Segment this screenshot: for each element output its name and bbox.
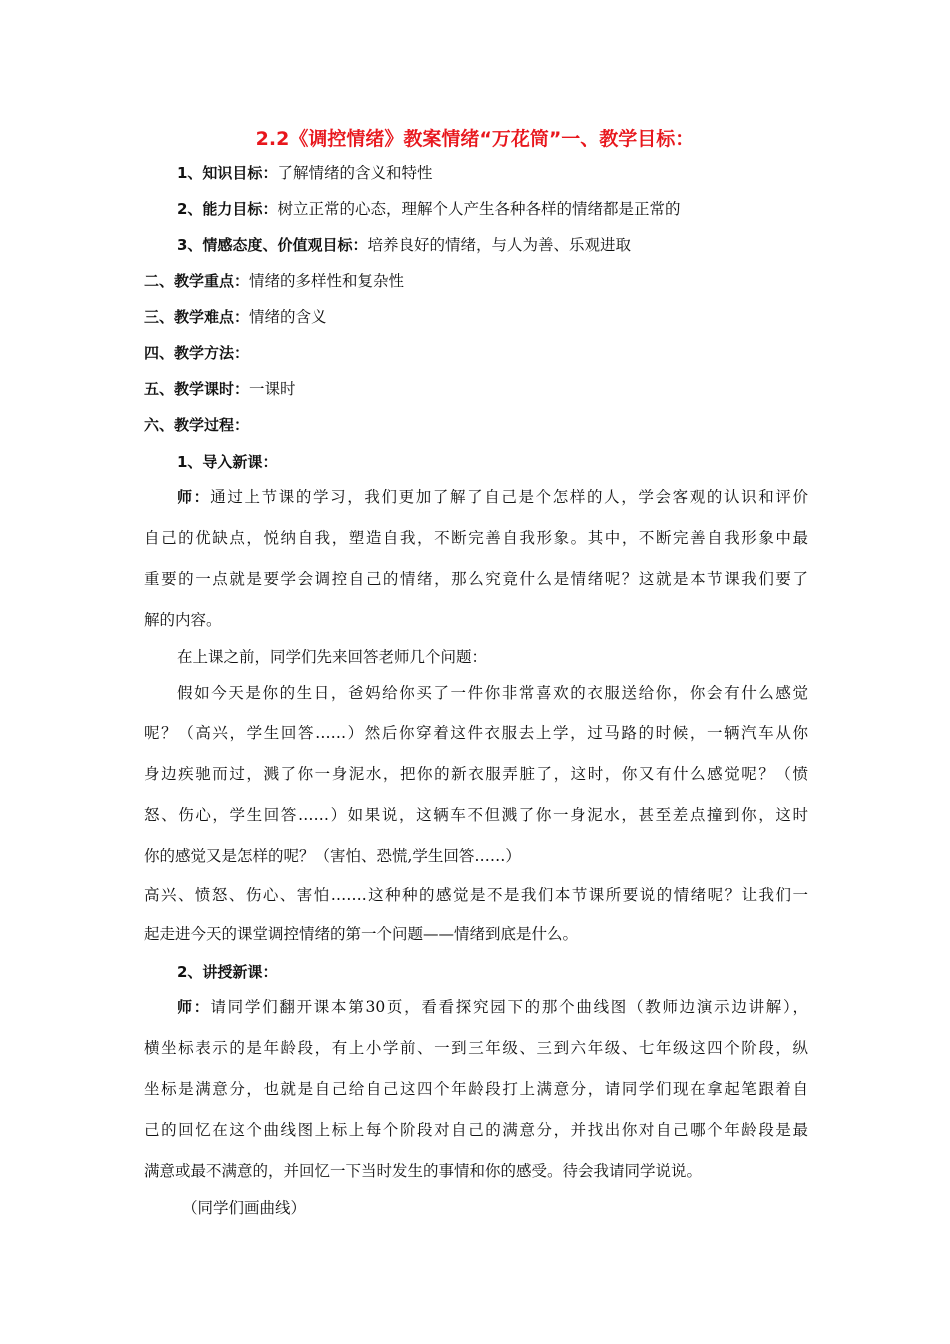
objective-knowledge <box>177 162 841 184</box>
section-label: 二、教学重点： <box>144 272 250 290</box>
step1-p3-line3: 身边疾驰而过，溅了你一身泥水，把你的新衣服弄脏了，这时，你又有什么感觉呢？（愤 <box>144 765 808 783</box>
section-key-points <box>144 270 808 292</box>
objective-label: 3、情感态度、价值观目标： <box>177 236 368 254</box>
section-text: 一课时 <box>249 380 296 398</box>
section-label: 五、教学课时： <box>144 380 250 398</box>
step1-p1-line4: 解的内容。 <box>144 611 222 629</box>
step1-p3-line4: 怒、伤心，学生回答……）如果说，这辆车不但溅了你一身泥水，甚至差点撞到你，这时 <box>144 806 808 824</box>
paragraph-text: 请同学们翻开课本第30页，看看探究园下的那个曲线图（教师边演示边讲解）， <box>210 998 808 1016</box>
objective-text: 了解情绪的含义和特性 <box>277 164 433 182</box>
step2-p2: （同学们画曲线） <box>182 1199 307 1217</box>
page-title: 2.2《调控情绪》教案情绪“万花筒”一、教学目标： <box>255 128 695 150</box>
step1-heading <box>177 451 841 473</box>
step1-p3-line1: 假如今天是你的生日，爸妈给你买了一件你非常喜欢的衣服送给你，你会有什么感觉 <box>177 684 808 702</box>
step1-p3-line5: 你的感觉又是怎样的呢？（害怕、恐慌,学生回答……） <box>144 847 521 865</box>
step1-p1-line1 <box>177 486 808 508</box>
step1-p1-line2: 自己的优缺点，悦纳自我，塑造自我，不断完善自我形象。其中，不断完善自我形象中最 <box>144 529 808 547</box>
section-process <box>144 414 808 436</box>
step2-heading <box>177 961 841 983</box>
teacher-label: 师： <box>177 488 211 506</box>
objective-label: 1、知识目标： <box>177 164 278 182</box>
objective-ability <box>177 198 841 220</box>
section-text: 情绪的多样性和复杂性 <box>249 272 405 290</box>
objective-attitude <box>177 234 841 256</box>
step2-p1-line5: 满意或最不满意的，并回忆一下当时发生的事情和你的感受。待会我请同学说说。 <box>144 1162 703 1180</box>
teacher-label: 师： <box>177 998 211 1016</box>
step1-p4-line2: 起走进今天的课堂调控情绪的第一个问题——情绪到底是什么。 <box>144 925 579 943</box>
step-heading-text: 1、导入新课： <box>177 453 278 471</box>
step1-p3-line2: 呢？（高兴，学生回答……）然后你穿着这件衣服去上学，过马路的时候，一辆汽车从你 <box>144 724 808 742</box>
step2-p1-line1 <box>177 996 808 1018</box>
section-label: 四、教学方法： <box>144 344 250 362</box>
section-duration <box>144 378 808 400</box>
step2-p1-line4: 己的回忆在这个曲线图上标上每个阶段对自己的满意分，并找出你对自己哪个年龄段是最 <box>144 1121 808 1139</box>
section-text: 情绪的含义 <box>249 308 327 326</box>
step-heading-text: 2、讲授新课： <box>177 963 278 981</box>
section-label: 六、教学过程： <box>144 416 250 434</box>
section-difficulties <box>144 306 808 328</box>
objective-text: 培养良好的情绪，与人为善、乐观进取 <box>367 236 631 254</box>
step2-p1-line3: 坐标是满意分，也就是自己给自己这四个年龄段打上满意分，请同学们现在拿起笔跟着自 <box>144 1080 808 1098</box>
step1-p4-line1: 高兴、愤怒、伤心、害怕…….这种种的感觉是不是我们本节课所要说的情绪呢？让我们一 <box>144 886 808 904</box>
section-methods <box>144 342 808 364</box>
section-label: 三、教学难点： <box>144 308 250 326</box>
paragraph-text: 通过上节课的学习，我们更加了解了自己是个怎样的人，学会客观的认识和评价 <box>210 488 808 506</box>
step1-p1-line3: 重要的一点就是要学会调控自己的情绪，那么究竟什么是情绪呢？这就是本节课我们要了 <box>144 570 808 588</box>
step1-p2: 在上课之前，同学们先来回答老师几个问题： <box>177 648 488 666</box>
objective-label: 2、能力目标： <box>177 200 278 218</box>
step2-p1-line2: 横坐标表示的是年龄段，有上小学前、一到三年级、三到六年级、七年级这四个阶段，纵 <box>144 1039 808 1057</box>
objective-text: 树立正常的心态，理解个人产生各种各样的情绪都是正常的 <box>277 200 681 218</box>
